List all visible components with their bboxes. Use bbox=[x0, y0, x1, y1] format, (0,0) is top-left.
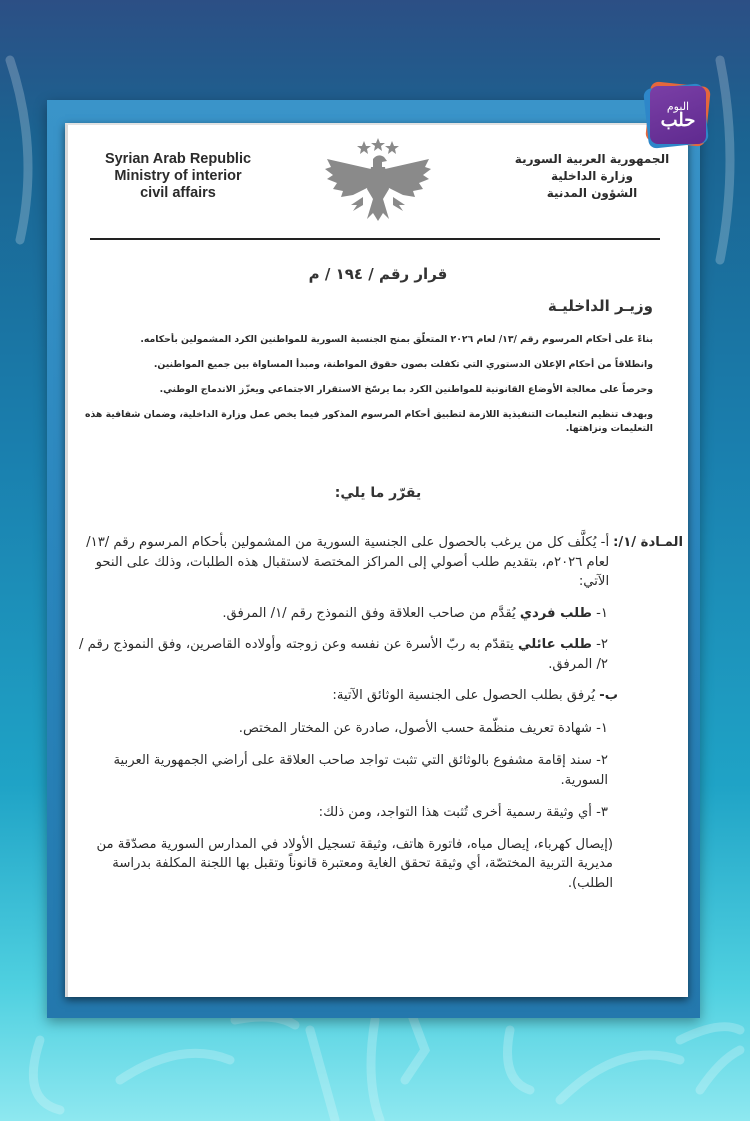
article-1 bbox=[73, 533, 683, 893]
preamble-paragraph: بناءً على أحكام المرسوم رقم /١٣/ لعام ٢٠٢٦ المتعلّق بمنح الجنسية السورية للمواطنين الكرد المشمولين بأحكامه. bbox=[140, 334, 653, 345]
letterhead-ar-line: وزارة الداخلية bbox=[550, 169, 634, 183]
preamble bbox=[76, 333, 653, 447]
document-item: ٢- سند إقامة مشفوع بالوثائق التي تثبت تواجد صاحب العلاقة على أراضي الجمهورية العربية السورية. bbox=[113, 753, 608, 788]
preamble-paragraph: وحرصاً على معالجة الأوضاع القانونية للمواطنين الكرد بما يرسّخ الاستقرار الاجتماعي ويعزّز الاندماج الوطني. bbox=[159, 384, 653, 395]
decides-heading: يقرّر ما يلي: bbox=[334, 485, 422, 501]
request-item: ١- طلب فردي يُقدَّم من صاحب العلاقة وفق النموذج رقم /١/ المرفق. bbox=[222, 605, 608, 621]
preamble-paragraph: وبهدف تنظيم التعليمات التنفيذية اللازمة لتطبيق أحكام المرسوم المذكور فيما يخص عمل وزارة الداخلية، وضمان شفافية هذه التعليمات ونزاهتها. bbox=[85, 409, 653, 434]
preamble-paragraph: وانطلاقاً من أحكام الإعلان الدستوري التي تكفلت بصون حقوق المواطنة، ومبدأ المساواة بين جميع المواطنين. bbox=[153, 359, 653, 370]
document-examples: (إيصال كهرباء، إيصال مياه، فاتورة هاتف، وثيقة تسجيل الأولاد في المدارس السورية مصدّقة من مديرية التربية المختصّة، أي وثيقة تحقق الغاية ومعتبرة قانوناً وتقبل بها اللجنة المكلفة بدراسة الطلب). bbox=[96, 836, 613, 891]
letterhead-en-line: Ministry of interior bbox=[114, 168, 242, 184]
article-section-b: ب- يُرفق بطلب الحصول على الجنسية الوثائق الآتية: bbox=[332, 688, 618, 703]
article-label: المـادة /١/: bbox=[613, 535, 683, 550]
logo-line2: حلب bbox=[660, 109, 696, 131]
letterhead-ar-line: الجمهورية العربية السورية bbox=[514, 152, 670, 166]
eagle-emblem-icon bbox=[323, 137, 433, 225]
halab-today-logo bbox=[646, 80, 710, 146]
decision-number: قرار رقم / ١٩٤ / م bbox=[308, 265, 448, 283]
document-item: ٣- أي وثيقة رسمية أخرى تُثبت هذا التواجد، ومن ذلك: bbox=[318, 805, 608, 820]
document-page bbox=[65, 123, 688, 997]
logo-line1: اليوم bbox=[666, 99, 690, 113]
letterhead-arabic bbox=[512, 151, 672, 202]
request-type: طلب فردي bbox=[519, 605, 592, 621]
document-item: ١- شهادة تعريف منظّمة حسب الأصول، صادرة عن المختار المختص. bbox=[238, 720, 608, 736]
letterhead-english bbox=[88, 151, 268, 202]
header-divider bbox=[90, 238, 660, 240]
issuer-title: وزيـر الداخليـة bbox=[547, 297, 653, 315]
letterhead-ar-line: الشؤون المدنية bbox=[546, 186, 638, 200]
letterhead-en-line: Syrian Arab Republic bbox=[104, 151, 252, 167]
letterhead-en-line: civil affairs bbox=[140, 185, 216, 201]
article-section-a: أ- يُكلَّف كل من يرغب بالحصول على الجنسية السورية من المشمولين بأحكام المرسوم رقم /١٣/ لعام ٢٠٢٦م، بتقديم طلب أصولي إلى المراكز المختصة لاستقبال هذه الطلبات، وذلك على النحو الآتي: bbox=[86, 535, 610, 589]
request-item: ٢- طلب عائلي يتقدّم به ربّ الأسرة عن نفسه وعن زوجته وأولاده القاصرين، وفق النموذج رقم /٢/ المرفق. bbox=[79, 637, 608, 672]
request-type: طلب عائلي bbox=[517, 637, 592, 652]
